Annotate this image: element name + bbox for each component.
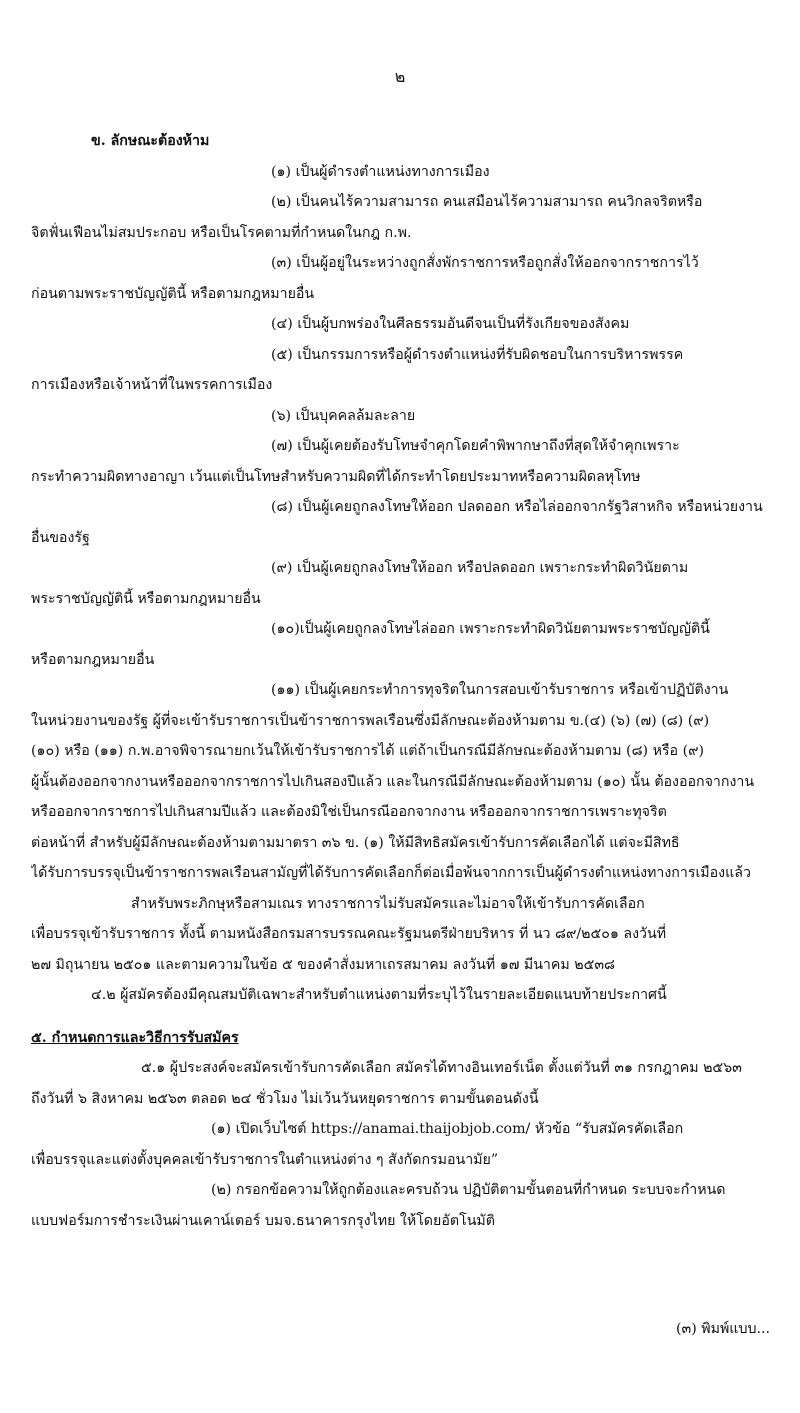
paragraph-line: หรือออกจากราชการไปเกินสามปีแล้ว และต้องมิใช่เป็นกรณีออกจากงาน หรือออกจากราชการเพราะทุจริต (31, 804, 667, 820)
paragraph-line: (๒) กรอกข้อความให้ถูกต้องและครบถ้วน ปฏิบัติตามขั้นตอนที่กำหนด ระบบจะกำหนด (211, 1182, 726, 1198)
paragraph-line: อื่นของรัฐ (31, 529, 90, 546)
document-body (31, 126, 789, 1236)
paragraph-line: ๕.๑ ผู้ประสงค์จะสมัครเข้ารับการคัดเลือก สมัครได้ทางอินเทอร์เน็ต ตั้งแต่วันที่ ๓๑ กรกฎาคม ๒๕๖๓ (141, 1060, 742, 1076)
paragraph-line: (๔) เป็นผู้บกพร่องในศีลธรรมอันดีจนเป็นที่รังเกียจของสังคม (271, 316, 630, 332)
paragraph-line: (๗) เป็นผู้เคยต้องรับโทษจำคุกโดยคำพิพากษาถึงที่สุดให้จำคุกเพราะ (271, 438, 680, 454)
paragraph-line: ๔.๒ ผู้สมัครต้องมีคุณสมบัติเฉพาะสำหรับตำแหน่งตามที่ระบุไว้ในรายละเอียดแนบท้ายประกาศนี้ (91, 987, 667, 1003)
paragraph-line: จิตฟั่นเฟือนไม่สมประกอบ หรือเป็นโรคตามที่กำหนดในกฎ ก.พ. (31, 224, 412, 241)
paragraph-line: กระทำความผิดทางอาญา เว้นแต่เป็นโทษสำหรับความผิดที่ได้กระทำโดยประมาทหรือความผิดลหุโทษ (31, 468, 641, 485)
paragraph-line: สำหรับพระภิกษุหรือสามเณร ทางราชการไม่รับสมัครและไม่อาจให้เข้ารับการคัดเลือก (131, 895, 645, 912)
page-number: ๒ (394, 67, 406, 86)
paragraph-line: ถึงวันที่ ๖ สิงหาคม ๒๕๖๓ ตลอด ๒๔ ชั่วโมง ไม่เว้นวันหยุดราชการ ตามขั้นตอนดังนี้ (31, 1090, 539, 1107)
section-heading-kh: ข. ลักษณะต้องห้าม (91, 133, 210, 149)
paragraph-line: (๑๐)เป็นผู้เคยถูกลงโทษไล่ออก เพราะกระทำผิดวินัยตามพระราชบัญญัตินี้ (271, 621, 710, 637)
paragraph-line: ได้รับการบรรจุเป็นข้าราชการพลเรือนสามัญที่ได้รับการคัดเลือกก็ต่อเมื่อพ้นจากการเป็นผู้ดำรงตำแหน่งทางการเมืองแล้ว (31, 865, 751, 881)
paragraph-line: ๒๗ มิถุนายน ๒๕๐๑ และตามความในข้อ ๕ ของคำสั่งมหาเถรสมาคม ลงวันที่ ๑๗ มีนาคม ๒๕๓๘ (31, 956, 615, 973)
paragraph-line: (๕) เป็นกรรมการหรือผู้ดำรงตำแหน่งที่รับผิดชอบในการบริหารพรรค (271, 346, 684, 363)
paragraph-line: (๓) เป็นผู้อยู่ในระหว่างถูกสั่งพักราชการหรือถูกสั่งให้ออกจากราชการไว้ (271, 255, 699, 271)
paragraph-line: (๑) เป็นผู้ดำรงตำแหน่งทางการเมือง (271, 163, 490, 180)
paragraph-line: (๖) เป็นบุคคลล้มละลาย (271, 407, 416, 424)
section-heading-5-text: ๕. กำหนดการและวิธีการรับสมัคร (31, 1029, 239, 1046)
paragraph-line: ในหน่วยงานของรัฐ ผู้ที่จะเข้ารับราชการเป็นข้าราชการพลเรือนซึ่งมีลักษณะต้องห้ามตาม ข.(๔) (๖) (๗) (๘) (๙) (31, 712, 710, 729)
paragraph-line: (๑) เปิดเว็บไซต์ https://anamai.thaijobjob.com/ หัวข้อ “รับสมัครคัดเลือก (211, 1121, 684, 1137)
paragraph-line: ผู้นั้นต้องออกจากงานหรือออกจากราชการไปเกินสองปีแล้ว และในกรณีมีลักษณะต้องห้ามตาม (๑๐) นั้น ต้องออกจากงาน (31, 773, 755, 790)
continuation-marker: (๓) พิมพ์แบบ... (675, 1321, 770, 1337)
paragraph-line: (๘) เป็นผู้เคยถูกลงโทษให้ออก ปลดออก หรือไล่ออกจากรัฐวิสาหกิจ หรือหน่วยงาน (271, 499, 763, 515)
paragraph-line: ก่อนตามพระราชบัญญัตินี้ หรือตามกฎหมายอื่น (31, 285, 315, 302)
paragraph-line: การเมืองหรือเจ้าหน้าที่ในพรรคการเมือง (31, 377, 273, 393)
paragraph-line: พระราชบัญญัตินี้ หรือตามกฎหมายอื่น (31, 590, 261, 607)
paragraph-line: (๑๐) หรือ (๑๑) ก.พ.อาจพิจารณายกเว้นให้เข้ารับราชการได้ แต่ถ้าเป็นกรณีมีลักษณะต้องห้ามตาม (๘) หรือ (๙) (31, 743, 705, 759)
paragraph-line: เพื่อบรรจุเข้ารับราชการ ทั้งนี้ ตามหนังสือกรมสารบรรณคณะรัฐมนตรีฝ่ายบริหาร ที่ นว ๘๙/๒๕๐๑ ลงวันที่ (31, 926, 667, 942)
paragraph-line: แบบฟอร์มการชำระเงินผ่านเคาน์เตอร์ บมจ.ธนาคารกรุงไทย ให้โดยอัตโนมัติ (31, 1212, 495, 1229)
paragraph-line: เพื่อบรรจุและแต่งตั้งบุคคลเข้ารับราชการในตำแหน่งต่าง ๆ สังกัดกรมอนามัย” (31, 1151, 499, 1168)
paragraph-line: (๑๑) เป็นผู้เคยกระทำการทุจริตในการสอบเข้ารับราชการ หรือเข้าปฏิบัติงาน (271, 682, 729, 698)
section-heading-5 (31, 1023, 789, 1054)
paragraph-line: หรือตามกฎหมายอื่น (31, 651, 155, 668)
section-gap (31, 1011, 789, 1023)
paragraph-line: (๒) เป็นคนไร้ความสามารถ คนเสมือนไร้ความสามารถ คนวิกลจริตหรือ (271, 194, 703, 210)
paragraph-line: (๙) เป็นผู้เคยถูกลงโทษให้ออก หรือปลดออก เพราะกระทำผิดวินัยตาม (271, 560, 689, 576)
paragraph-line: ต่อหน้าที่ สำหรับผู้มีลักษณะต้องห้ามตามมาตรา ๓๖ ข. (๑) ให้มีสิทธิสมัครเข้ารับการคัดเลือกได้ แต่จะมีสิทธิ (31, 834, 680, 851)
